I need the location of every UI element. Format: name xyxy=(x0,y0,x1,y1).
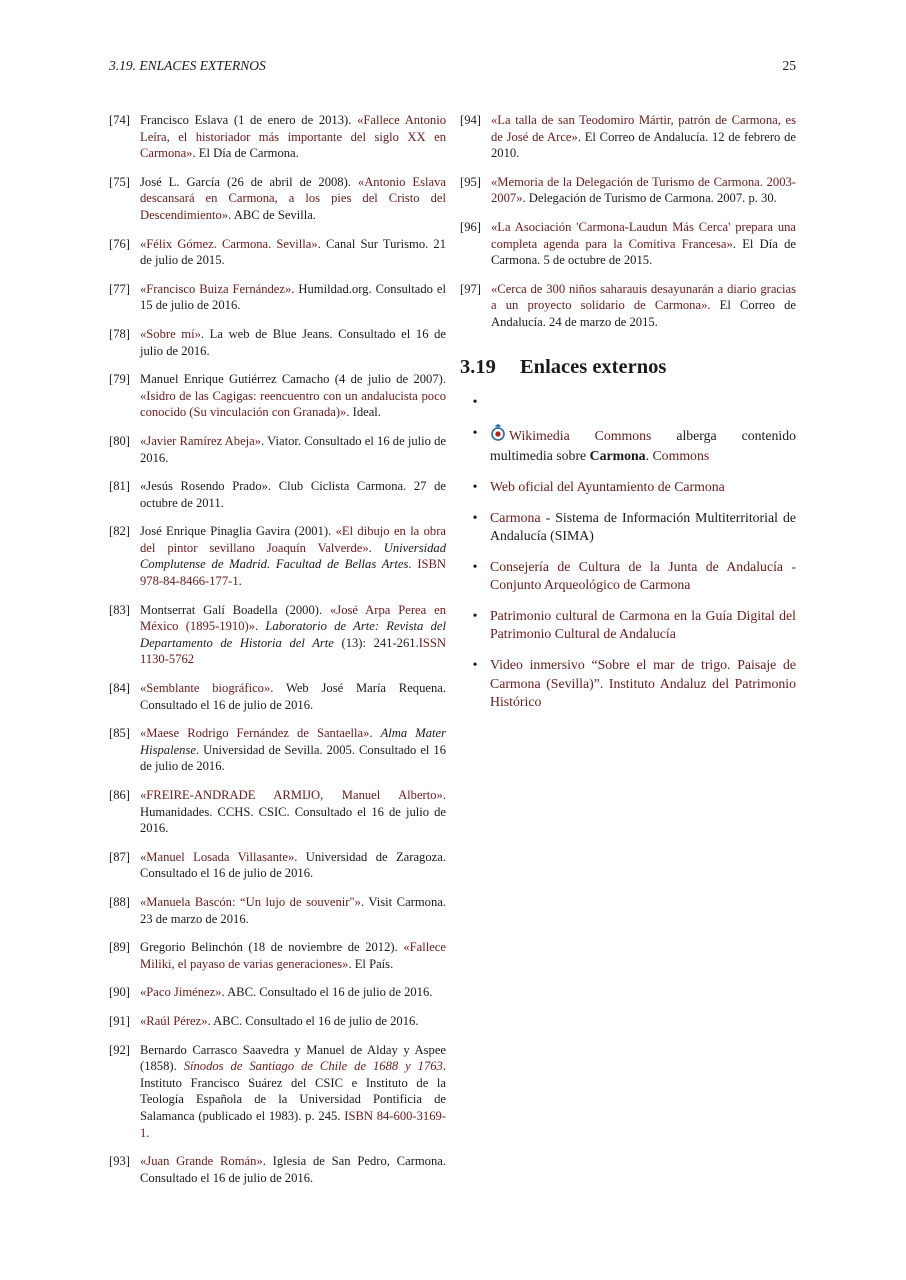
reference-body xyxy=(140,478,446,511)
reference-link[interactable]: «Cerca de 300 niños saharauis desayunarán a diario gracias a un proyecto solidario de Carmona» xyxy=(491,281,796,313)
reference-text: . Iglesia de San Pedro, Carmona. Consultado el 16 de julio de 2016. xyxy=(140,1154,446,1185)
reference-entry xyxy=(109,1042,446,1142)
reference-entry xyxy=(109,281,446,314)
reference-link[interactable]: «Isidro de las Cagigas: reencuentro con un andalucista poco conocido (Su vinculación con Granada)» xyxy=(140,388,446,420)
reference-body xyxy=(140,680,446,713)
external-link-item xyxy=(460,558,796,595)
reference-entry xyxy=(109,236,446,269)
reference-body xyxy=(491,219,796,269)
reference-link[interactable]: ISBN 84-600-3169-1 xyxy=(140,1108,446,1140)
reference-number: [86] xyxy=(109,788,130,802)
reference-entry xyxy=(460,281,796,331)
reference-text: «Jesús Rosendo Prado». Club Ciclista Carmona. 27 de octubre de 2011. xyxy=(140,479,446,510)
reference-number: [85] xyxy=(109,726,130,741)
external-link-item xyxy=(460,478,796,497)
reference-number: [83] xyxy=(109,602,130,617)
reference-text: . Delegación de Turismo de Carmona. 2007. p. 30. xyxy=(522,191,777,206)
reference-link[interactable]: «Raúl Pérez» xyxy=(140,1013,208,1028)
reference-text: . Universidad de Zaragoza. Consultado el 16 de julio de 2016. xyxy=(140,849,446,881)
reference-body xyxy=(140,849,446,882)
reference-entry xyxy=(109,725,446,775)
reference-number: [77] xyxy=(109,281,130,296)
reference-body xyxy=(491,281,796,331)
reference-link[interactable]: «Memoria de la Delegación de Turismo de Carmona. 2003-2007» xyxy=(491,174,796,206)
reference-body xyxy=(140,602,446,668)
reference-text: . xyxy=(368,540,384,555)
references-right-column xyxy=(460,112,796,724)
bullet-icon: • xyxy=(472,509,478,525)
reference-entry xyxy=(109,680,446,713)
reference-entry xyxy=(109,602,446,668)
bullet-icon: • xyxy=(472,607,478,623)
reference-entry xyxy=(109,433,446,466)
reference-text: . El Día de Carmona. 5 de octubre de 2015. xyxy=(491,236,797,268)
reference-body xyxy=(140,326,446,359)
reference-body xyxy=(491,112,796,162)
reference-entry xyxy=(109,1153,446,1186)
reference-link[interactable]: «Paco Jiménez» xyxy=(140,985,222,1000)
reference-text: . Universidad de Sevilla. 2005. Consultado el 16 de julio de 2016. xyxy=(140,742,446,774)
reference-entry xyxy=(460,174,796,207)
reference-text: . Ideal. xyxy=(346,405,381,420)
external-link-item xyxy=(460,424,796,466)
reference-entry xyxy=(109,174,446,224)
reference-text: . El Correo de Andalucía. 24 de marzo de 2015. xyxy=(491,298,796,329)
reference-link[interactable]: «Francisco Buiza Fernández» xyxy=(140,281,292,296)
references-left-column xyxy=(109,112,446,1198)
running-header-section: 3.19. ENLACES EXTERNOS xyxy=(109,58,266,73)
reference-text: . Viator. Consultado el 16 de julio de 2016. xyxy=(140,433,447,465)
reference-body xyxy=(140,984,446,1001)
reference-link[interactable]: «Antonio Eslava descansará en Carmona, a los pies del Cristo del Descendimiento» xyxy=(140,174,446,222)
reference-text: . ABC de Sevilla. xyxy=(228,207,316,222)
reference-number: [91] xyxy=(109,1013,130,1028)
reference-link[interactable]: «José Arpa Perea en México (1895-1910)» xyxy=(140,602,446,634)
external-links-list xyxy=(460,393,796,712)
section-heading xyxy=(460,355,796,378)
reference-text: . Humildad.org. Consultado el 15 de julio de 2016. xyxy=(140,281,446,313)
reference-link[interactable]: «El dibujo en la obra del pintor sevillano Joaquín Valverde» xyxy=(140,524,447,555)
bullet-icon: • xyxy=(472,424,478,440)
reference-text: Montserrat Galí Boadella (2000). xyxy=(140,602,330,617)
reference-body xyxy=(140,1042,446,1142)
reference-text: (13): 241-261. xyxy=(333,635,419,650)
reference-number: [96] xyxy=(460,219,481,234)
reference-body xyxy=(140,236,446,269)
reference-entry xyxy=(109,894,446,927)
reference-text: . Humanidades. CCHS. CSIC. Consultado el 16 de julio de 2016. xyxy=(140,788,446,836)
reference-text: José Enrique Pinaglia Gavira (2001). xyxy=(140,524,336,539)
reference-link[interactable]: ISBN 978-84-8466-177-1 xyxy=(140,557,447,589)
reference-body xyxy=(140,787,446,837)
reference-text: Bernardo Carrasco Saavedra y Manuel de Alday y Aspee (1858). xyxy=(140,1042,446,1074)
reference-number: [93] xyxy=(109,1154,130,1169)
reference-link[interactable]: «Javier Ramírez Abeja» xyxy=(140,433,262,448)
reference-text: Gregorio Belinchón (18 de noviembre de 2012). xyxy=(140,940,404,955)
external-link-body xyxy=(490,558,796,595)
reference-body xyxy=(140,281,446,314)
external-link-item xyxy=(460,656,796,712)
wikimedia-commons-icon xyxy=(490,424,506,448)
reference-number: [88] xyxy=(109,894,130,909)
reference-link[interactable]: Patrimonio cultural de Carmona en la Guía Digital del Patrimonio Cultural de Andalucía xyxy=(490,607,796,642)
reference-number: [75] xyxy=(109,174,130,189)
reference-link[interactable]: «Manuel Losada Villasante» xyxy=(140,849,295,864)
reference-body xyxy=(140,1153,446,1186)
reference-text: . Instituto Francisco Suárez del CSIC e Instituto de la Teología Española de la Universidad Pontificia de Salamanca (publicado el 1983). p. 245. xyxy=(140,1059,447,1123)
reference-text: . xyxy=(254,619,266,634)
reference-number: [87] xyxy=(109,849,130,864)
reference-number: [89] xyxy=(109,940,130,955)
reference-text: Manuel Enrique Gutiérrez Camacho (4 de julio de 2007). xyxy=(140,372,446,387)
external-link-item xyxy=(460,393,796,412)
reference-text: . La web de Blue Jeans. Consultado el 16 de julio de 2016. xyxy=(140,326,446,358)
reference-text: José L. García (26 de abril de 2008). xyxy=(140,174,358,189)
reference-number: [76] xyxy=(109,236,130,251)
external-link-body xyxy=(490,607,796,644)
reference-text: . xyxy=(369,726,381,741)
reference-text: . Canal Sur Turismo. 21 de julio de 2015. xyxy=(140,236,446,268)
reference-link[interactable]: Sínodos de Santiago de Chile de 1688 y 1763 xyxy=(183,1059,443,1074)
reference-link[interactable]: Carmona xyxy=(490,509,541,525)
reference-entry xyxy=(109,326,446,359)
reference-link[interactable]: «Manuela Bascón: “Un lujo de souvenir"» xyxy=(140,894,361,909)
reference-text: . xyxy=(146,1125,150,1140)
reference-link[interactable]: «Maese Rodrigo Fernández de Santaella» xyxy=(140,726,370,741)
reference-number: [84] xyxy=(109,681,130,696)
reference-body xyxy=(140,894,446,927)
reference-link[interactable]: Consejería de Cultura de la Junta de Andalucía - Conjunto Arqueológico de Carmona xyxy=(490,558,796,593)
reference-text: . xyxy=(238,574,242,589)
reference-text: . ABC. Consultado el 16 de julio de 2016. xyxy=(207,1013,419,1028)
reference-link[interactable]: «Sobre mí» xyxy=(140,326,201,341)
reference-link[interactable]: «Fallece Miliki, el payaso de varias generaciones» xyxy=(140,940,446,971)
reference-number: [74] xyxy=(109,113,130,127)
reference-text: . El Correo de Andalucía. 12 de febrero de 2010. xyxy=(491,129,796,161)
external-link-item xyxy=(460,509,796,546)
reference-text: Universidad Complutense de Madrid. Facultad de Bellas Artes xyxy=(140,540,446,572)
reference-entry xyxy=(109,939,446,972)
reference-body xyxy=(140,1013,446,1030)
reference-link[interactable]: ISSN 1130-5762 xyxy=(140,635,446,667)
reference-entry xyxy=(109,1013,446,1030)
reference-link[interactable]: «La Asociación 'Carmona-Laudun Más Cerca' prepara una completa agenda para la Comitiva Francesa» xyxy=(491,219,796,251)
reference-body xyxy=(140,433,446,466)
reference-entry xyxy=(109,371,446,421)
reference-number: [81] xyxy=(109,479,130,494)
bullet-icon: • xyxy=(472,657,478,673)
reference-number: [79] xyxy=(109,372,130,387)
reference-entry xyxy=(109,984,446,1001)
reference-number: [80] xyxy=(109,433,130,448)
reference-number: [92] xyxy=(109,1042,130,1057)
bullet-icon: • xyxy=(472,478,478,494)
external-link-body xyxy=(490,393,796,412)
reference-text: . xyxy=(645,448,653,464)
reference-text: Francisco Eslava (1 de enero de 2013). xyxy=(140,113,358,127)
reference-body xyxy=(140,523,446,589)
reference-text: . ABC. Consultado el 16 de julio de 2016. xyxy=(221,985,433,1000)
reference-link[interactable]: Video inmersivo “Sobre el mar de trigo. Paisaje de Carmona (Sevilla)”. Instituto Andaluz del Patrimonio Histórico xyxy=(490,657,796,710)
reference-number: [90] xyxy=(109,985,130,1000)
reference-entry xyxy=(109,523,446,589)
reference-text: . El Día de Carmona. xyxy=(192,146,299,161)
reference-entry xyxy=(109,112,446,162)
reference-number: [78] xyxy=(109,326,130,341)
reference-body xyxy=(140,939,446,972)
reference-entry xyxy=(109,849,446,882)
reference-link[interactable]: «La talla de san Teodomiro Mártir, patrón de Carmona, es de José de Arce» xyxy=(491,113,796,144)
reference-text: alberga contenido multimedia sobre xyxy=(490,427,796,464)
external-link-item xyxy=(460,607,796,644)
reference-text: - Sistema de Información Multiterritorial de Andalucía (SIMA) xyxy=(490,509,796,544)
reference-link[interactable]: «Fallece Antonio Leíra, el historiador más importante del siglo XX en Carmona» xyxy=(140,113,446,161)
page-number: 25 xyxy=(782,58,796,73)
reference-text: Carmona xyxy=(589,448,646,464)
reference-link[interactable]: «Juan Grande Román» xyxy=(140,1154,263,1169)
section-title: Enlaces externos xyxy=(520,355,667,378)
section-number: 3.19 xyxy=(460,355,496,378)
external-link-body xyxy=(490,509,796,546)
reference-entry xyxy=(109,478,446,511)
reference-number: [97] xyxy=(460,281,481,296)
reference-entry xyxy=(460,219,796,269)
reference-text: . El País. xyxy=(348,956,394,971)
reference-text: . xyxy=(408,557,418,572)
reference-link[interactable]: Commons xyxy=(652,448,710,464)
bullet-icon: • xyxy=(472,394,478,410)
reference-body xyxy=(140,371,446,421)
external-link-body xyxy=(490,424,796,466)
reference-link[interactable]: «FREIRE-ANDRADE ARMIJO, Manuel Alberto» xyxy=(140,788,443,802)
reference-body xyxy=(140,725,446,775)
reference-link[interactable]: «Félix Gómez. Carmona. Sevilla» xyxy=(140,236,318,251)
reference-body xyxy=(140,174,446,224)
reference-link[interactable]: «Semblante biográfico» xyxy=(140,681,271,696)
references-right-list xyxy=(460,112,796,331)
reference-number: [94] xyxy=(460,113,481,127)
reference-link[interactable]: Web oficial del Ayuntamiento de Carmona xyxy=(490,478,725,494)
reference-text: . Visit Carmona. 23 de marzo de 2016. xyxy=(140,894,446,926)
external-link-body xyxy=(490,478,796,497)
reference-body xyxy=(491,174,796,207)
reference-number: [95] xyxy=(460,174,481,189)
reference-text: . Web José María Requena. Consultado el 16 de julio de 2016. xyxy=(140,681,447,712)
reference-body xyxy=(140,112,446,162)
reference-text: Alma Mater Hispalense xyxy=(140,726,447,757)
reference-entry xyxy=(460,112,796,162)
reference-text: Laboratorio de Arte: Revista del Departamento de Historia del Arte xyxy=(140,619,446,650)
external-link-body xyxy=(490,656,796,712)
bullet-icon: • xyxy=(472,558,478,574)
reference-number: [82] xyxy=(109,524,130,539)
reference-link[interactable]: Wikimedia Commons xyxy=(509,427,652,443)
reference-entry xyxy=(109,787,446,837)
